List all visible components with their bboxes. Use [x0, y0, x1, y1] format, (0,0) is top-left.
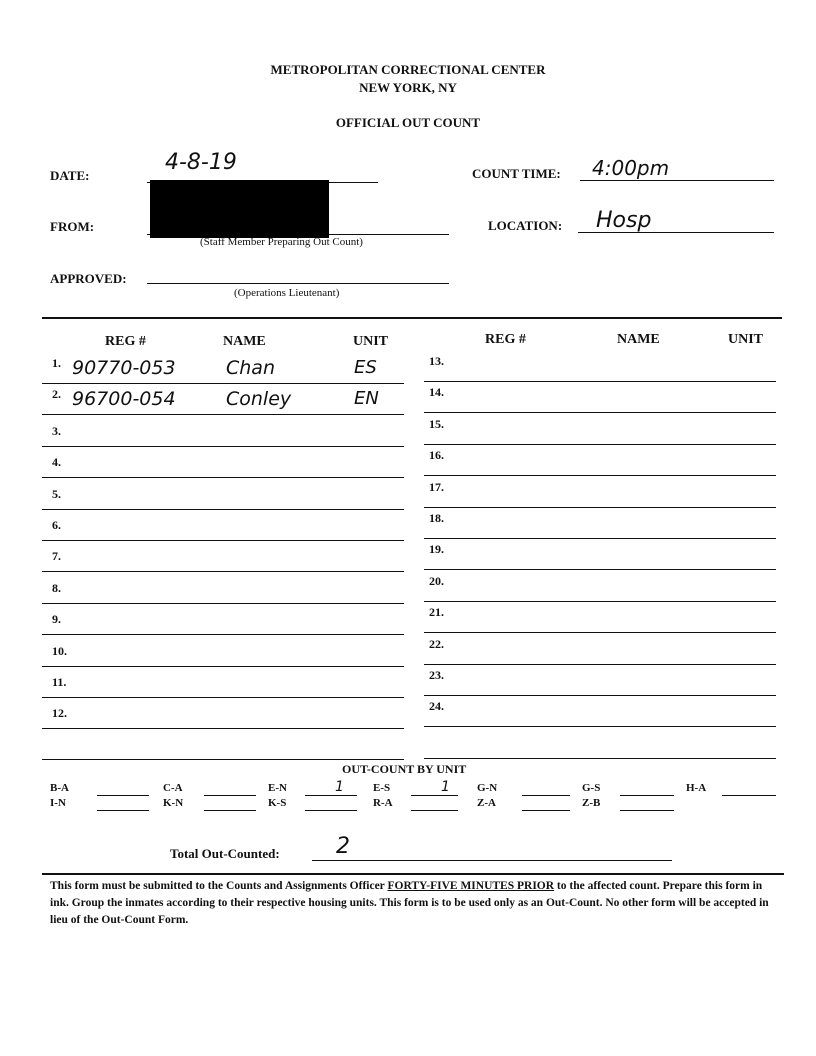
right-row-number: 13.	[429, 354, 444, 368]
right-row-line	[424, 444, 776, 445]
left-row-line	[42, 571, 404, 572]
left-row-name[interactable]: Chan	[226, 357, 275, 379]
unit-line-k-n	[204, 810, 256, 811]
right-row-number: 14.	[429, 385, 444, 400]
left-row-reg[interactable]: 96700-054	[72, 388, 176, 411]
total-value[interactable]: 2	[336, 834, 350, 859]
left-row-line	[42, 477, 404, 478]
count-time-line	[580, 180, 774, 181]
right-unit-header: UNIT	[728, 332, 764, 347]
right-row-line	[424, 695, 776, 696]
left-row-line	[42, 383, 404, 384]
right-row-number: 22.	[429, 636, 444, 651]
right-row-line	[424, 538, 776, 539]
unit-label-k-n: K-N	[163, 797, 184, 809]
location-value[interactable]: Hosp	[596, 208, 652, 233]
unit-line-i-n	[97, 810, 149, 811]
right-row-line	[424, 381, 776, 382]
unit-line-e-n	[305, 795, 357, 796]
unit-label-z-b: Z-B	[582, 797, 601, 809]
unit-label-e-s: E-S	[373, 782, 391, 794]
left-row-unit[interactable]: EN	[354, 388, 379, 410]
left-row-number: 4.	[52, 455, 61, 470]
unit-label-h-a: H-A	[686, 782, 707, 794]
left-row-line	[42, 666, 404, 667]
date-label: DATE:	[50, 168, 90, 183]
right-row-number: 23.	[429, 668, 444, 682]
right-row-number: 20.	[429, 573, 444, 588]
out-count-title: OUT-COUNT BY UNIT	[342, 762, 467, 776]
unit-line-h-a	[722, 795, 776, 796]
right-row-number: 15.	[429, 416, 444, 431]
count-time-label: COUNT TIME:	[472, 166, 561, 181]
right-row-number: 17.	[429, 479, 444, 494]
unit-value-e-n[interactable]: 1	[335, 779, 344, 795]
left-row-number: 1.	[52, 356, 61, 370]
footer-text-before: This form must be submitted to the Counts and Assignments Officer	[50, 880, 388, 892]
right-name-header: NAME	[617, 332, 660, 347]
left-row-line	[42, 728, 404, 729]
unit-line-e-s	[411, 795, 458, 796]
total-label: Total Out-Counted:	[170, 846, 280, 861]
approved-caption: (Operations Lieutenant)	[234, 287, 340, 299]
right-row-line	[424, 632, 776, 633]
unit-label-g-n: G-N	[477, 782, 498, 794]
right-row-number: 24.	[429, 699, 444, 714]
from-label: FROM:	[50, 219, 95, 234]
unit-line-c-a	[204, 795, 256, 796]
date-value[interactable]: 4-8-19	[165, 150, 237, 175]
right-row-number: 18.	[429, 511, 444, 525]
right-row-number: 21.	[429, 605, 444, 620]
left-name-header: NAME	[223, 334, 266, 349]
approved-line	[147, 283, 449, 284]
unit-line-r-a	[411, 810, 458, 811]
left-row-number: 3.	[52, 423, 61, 438]
left-table-end-line	[42, 759, 404, 760]
unit-label-c-a: C-A	[163, 782, 183, 794]
footer-emphasis: FORTY-FIVE MINUTES PRIOR	[387, 880, 555, 892]
left-row-line	[42, 414, 404, 415]
left-row-number: 9.	[52, 612, 61, 627]
redaction-block	[150, 180, 329, 238]
unit-line-k-s	[305, 810, 357, 811]
facility-location: NEW YORK, NY	[359, 80, 457, 95]
left-row-unit[interactable]: ES	[354, 357, 377, 378]
left-row-number: 10.	[52, 643, 67, 658]
left-row-line	[42, 446, 404, 447]
left-row-number: 5.	[52, 486, 61, 501]
left-row-name[interactable]: Conley	[226, 388, 292, 411]
left-row-number: 8.	[52, 580, 61, 595]
right-row-line	[424, 664, 776, 665]
right-row-line	[424, 412, 776, 413]
left-row-number: 7.	[52, 549, 61, 564]
unit-line-z-a	[522, 810, 570, 811]
footer-text-after: to the affected count. Prepare this form in ink. Group the inmates according to their respective housing units. This form is to be used only as an Out-Count. No other form will be accepted in lieu of the Out-Count Form.	[50, 880, 769, 926]
unit-value-e-s[interactable]: 1	[441, 779, 450, 795]
from-caption: (Staff Member Preparing Out Count)	[200, 236, 363, 248]
footer-instructions	[50, 878, 770, 929]
count-time-value[interactable]: 4:00pm	[592, 156, 670, 180]
unit-label-r-a: R-A	[373, 797, 393, 809]
right-row-line	[424, 726, 776, 727]
right-row-line	[424, 601, 776, 602]
approved-label: APPROVED:	[50, 271, 127, 286]
unit-line-z-b	[620, 810, 674, 811]
left-unit-header: UNIT	[353, 334, 389, 349]
right-row-number: 19.	[429, 542, 444, 557]
location-label: LOCATION:	[488, 218, 563, 233]
form-title: OFFICIAL OUT COUNT	[335, 115, 481, 130]
unit-line-g-s	[620, 795, 674, 796]
unit-label-g-s: G-S	[582, 782, 601, 794]
footer-rule	[42, 873, 784, 875]
right-table-end-line	[424, 758, 776, 759]
unit-line-b-a	[97, 795, 149, 796]
left-row-number: 11.	[52, 675, 67, 689]
unit-label-b-a: B-A	[50, 782, 69, 794]
facility-name: METROPOLITAN CORRECTIONAL CENTER	[270, 62, 546, 77]
left-row-line	[42, 634, 404, 635]
table-top-rule	[42, 317, 782, 319]
right-reg-header: REG #	[485, 332, 526, 347]
left-row-line	[42, 540, 404, 541]
left-row-reg[interactable]: 90770-053	[72, 357, 176, 379]
left-row-number: 12.	[52, 706, 67, 721]
unit-label-e-n: E-N	[268, 782, 287, 794]
unit-line-g-n	[522, 795, 570, 796]
unit-label-z-a: Z-A	[477, 797, 496, 809]
right-row-line	[424, 507, 776, 508]
left-row-line	[42, 509, 404, 510]
left-row-line	[42, 603, 404, 604]
right-row-number: 16.	[429, 448, 444, 463]
left-row-line	[42, 697, 404, 698]
unit-label-k-s: K-S	[268, 797, 287, 809]
left-row-number: 6.	[52, 518, 61, 532]
total-line	[312, 860, 672, 861]
right-row-line	[424, 475, 776, 476]
unit-label-i-n: I-N	[50, 797, 66, 809]
left-row-number: 2.	[52, 387, 61, 402]
right-row-line	[424, 569, 776, 570]
left-reg-header: REG #	[105, 334, 146, 349]
